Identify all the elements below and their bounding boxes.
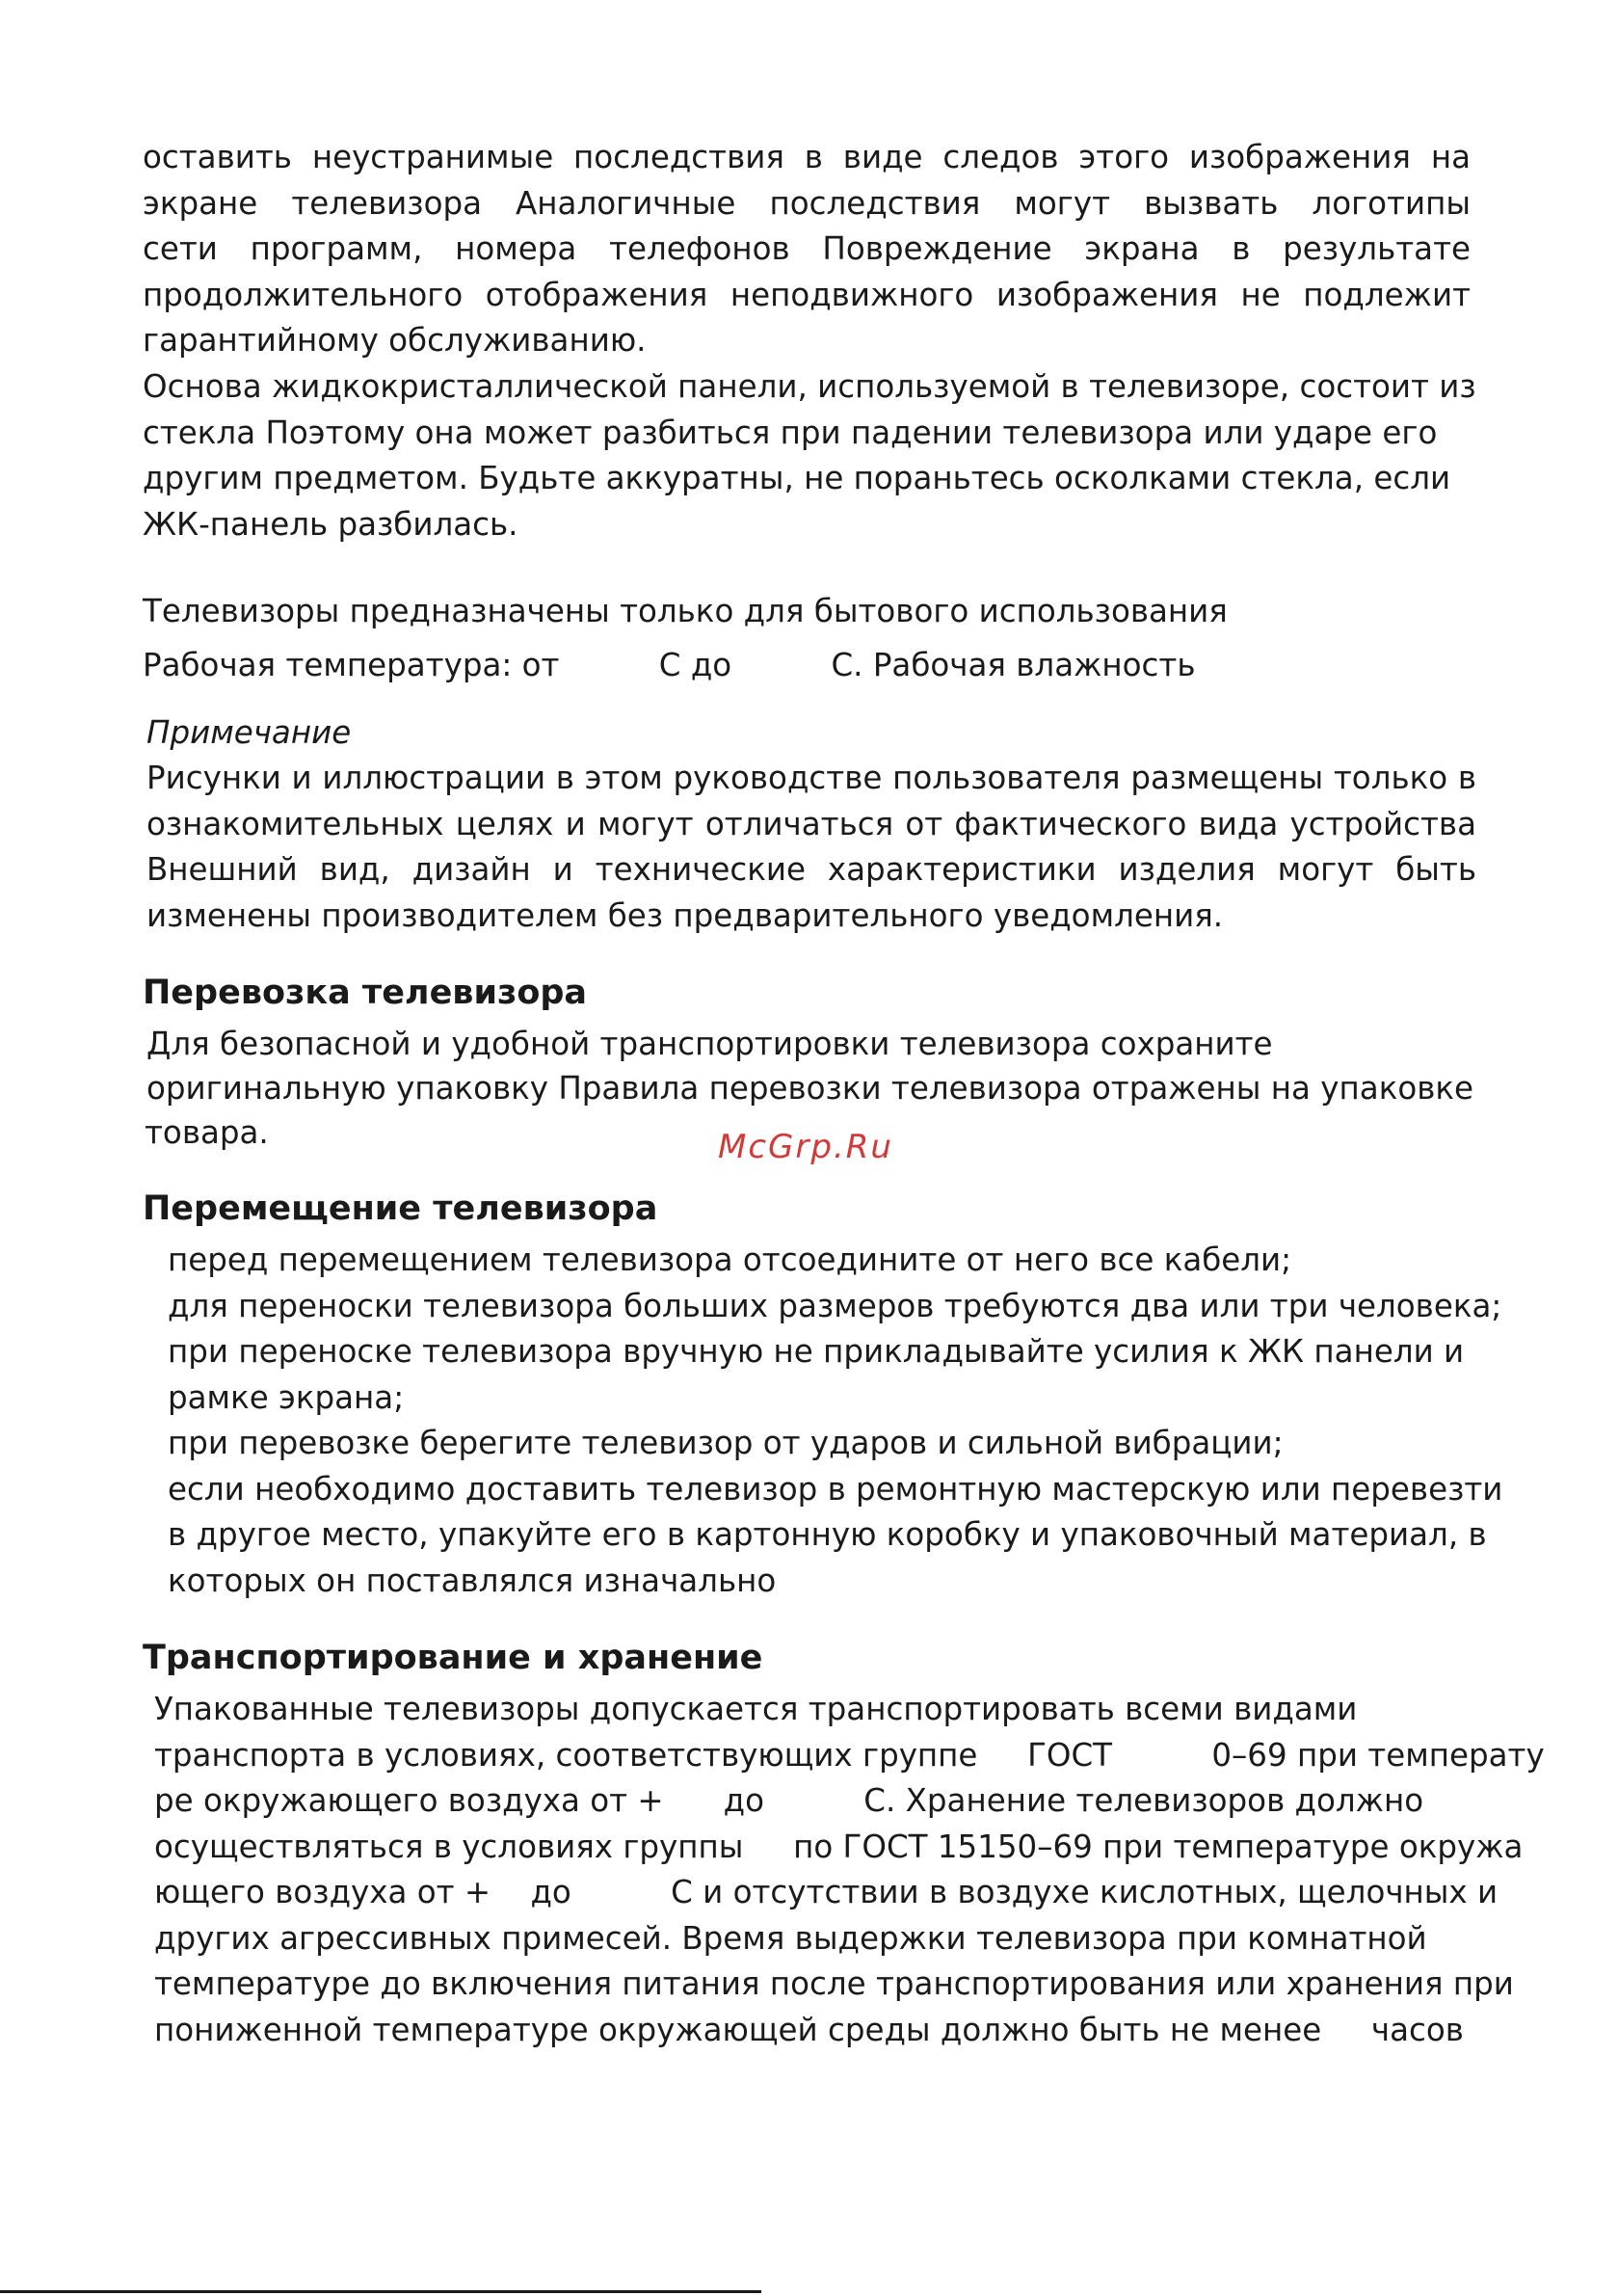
moving-list <box>168 1238 1503 1604</box>
list-item: если необходимо доставить телевизор в ремонтную мастерскую или перевезти <box>168 1470 1503 1508</box>
storage-line: других агрессивных примесей. Время выдержки телевизора при комнатной <box>154 1919 1427 1957</box>
note-line: Рисунки и иллюстрации в этом руководстве пользователя размещены только в <box>146 760 1476 796</box>
storage-line: Упакованные телевизоры допускается транспортировать всеми видами <box>154 1691 1358 1727</box>
temperature-line: Рабочая температура: от С до С. Рабочая влажность <box>143 647 1196 683</box>
paragraph-line: гарантийному обслуживанию. <box>143 322 647 359</box>
list-item: для переноски телевизора больших размеров требуются два или три человека; <box>168 1287 1502 1324</box>
paragraph-line: экране телевизора Аналогичные последствия могут вызвать логотипы <box>143 184 1471 222</box>
paragraph-line: оставить неустранимые последствия в виде следов этого изображения на <box>143 139 1471 175</box>
usage-paragraph <box>143 584 1453 692</box>
storage-line: пониженной температуре окружающей среды должно быть не менее часов <box>154 2011 1464 2048</box>
storage-line: транспорта в условиях, соответствующих группе ГОСТ 0–69 при температу <box>154 1736 1545 1774</box>
paragraph-line: продолжительного отображения неподвижного изображения не подлежит <box>143 276 1471 313</box>
list-item: перед перемещением телевизора отсоедините от него все кабели; <box>168 1241 1292 1278</box>
paragraph-line: стекла Поэтому она может разбиться при падении телевизора или ударе его <box>143 414 1438 451</box>
list-item: при перевозке берегите телевизор от ударов и сильной вибрации; <box>168 1425 1284 1461</box>
storage-line: осуществляться в условиях группы по ГОСТ 15150–69 при температуре окружа <box>154 1828 1524 1865</box>
list-item: рамке экрана; <box>168 1378 405 1416</box>
note-line: Внешний вид, дизайн и технические характеристики изделия могут быть <box>146 851 1476 888</box>
paragraph-line: Основа жидкокристаллической панели, используемой в телевизоре, состоит из <box>143 368 1476 405</box>
storage-paragraph <box>154 1687 1545 2053</box>
watermark-text: McGrp.Ru <box>718 1128 893 1166</box>
note-title: Примечание <box>146 714 352 751</box>
usage-line: Телевизоры предназначены только для бытового использования <box>143 593 1228 629</box>
transport-line: Для безопасной и удобной транспортировки телевизора сохраните <box>146 1026 1273 1062</box>
panel-paragraph <box>143 364 1476 547</box>
list-item: которых он поставлялся изначально <box>168 1562 777 1599</box>
list-item: в другое место, упакуйте его в картонную коробку и упаковочный материал, в <box>168 1516 1487 1553</box>
storage-line: ре окружающего воздуха от + до С. Хранение телевизоров должно <box>154 1782 1424 1819</box>
storage-heading: Транспортирование и хранение <box>143 1639 763 1677</box>
transport-line: оригинальную упаковку Правила перевозки телевизора отражены на упаковке <box>146 1070 1473 1107</box>
moving-heading: Перемещение телевизора <box>143 1189 658 1228</box>
paragraph-line: другим предметом. Будьте аккуратны, не пораньтесь осколками стекла, если <box>143 460 1451 496</box>
list-item: при переноске телевизора вручную не прикладывайте усилия к ЖК панели и <box>168 1333 1465 1370</box>
paragraph-line: ЖК-панель разбилась. <box>143 505 518 543</box>
transport-heading: Перевозка телевизора <box>143 974 588 1012</box>
footer-rule <box>0 2290 761 2293</box>
storage-line: ющего воздуха от + до С и отсутствии в воздухе кислотных, щелочных и <box>154 1874 1499 1910</box>
paragraph-line: сети программ, номера телефонов Повреждение экрана в результате <box>143 230 1471 267</box>
note-line: изменены производителем без предварительного уведомления. <box>146 896 1224 934</box>
storage-line: температуре до включения питания после транспортирования или хранения при <box>154 1965 1514 2002</box>
transport-line: товара. <box>145 1114 269 1151</box>
note-line: ознакомительных целях и могут отличаться от фактического вида устройства <box>146 805 1476 842</box>
note-paragraph <box>146 756 1476 939</box>
intro-paragraph <box>143 135 1471 364</box>
